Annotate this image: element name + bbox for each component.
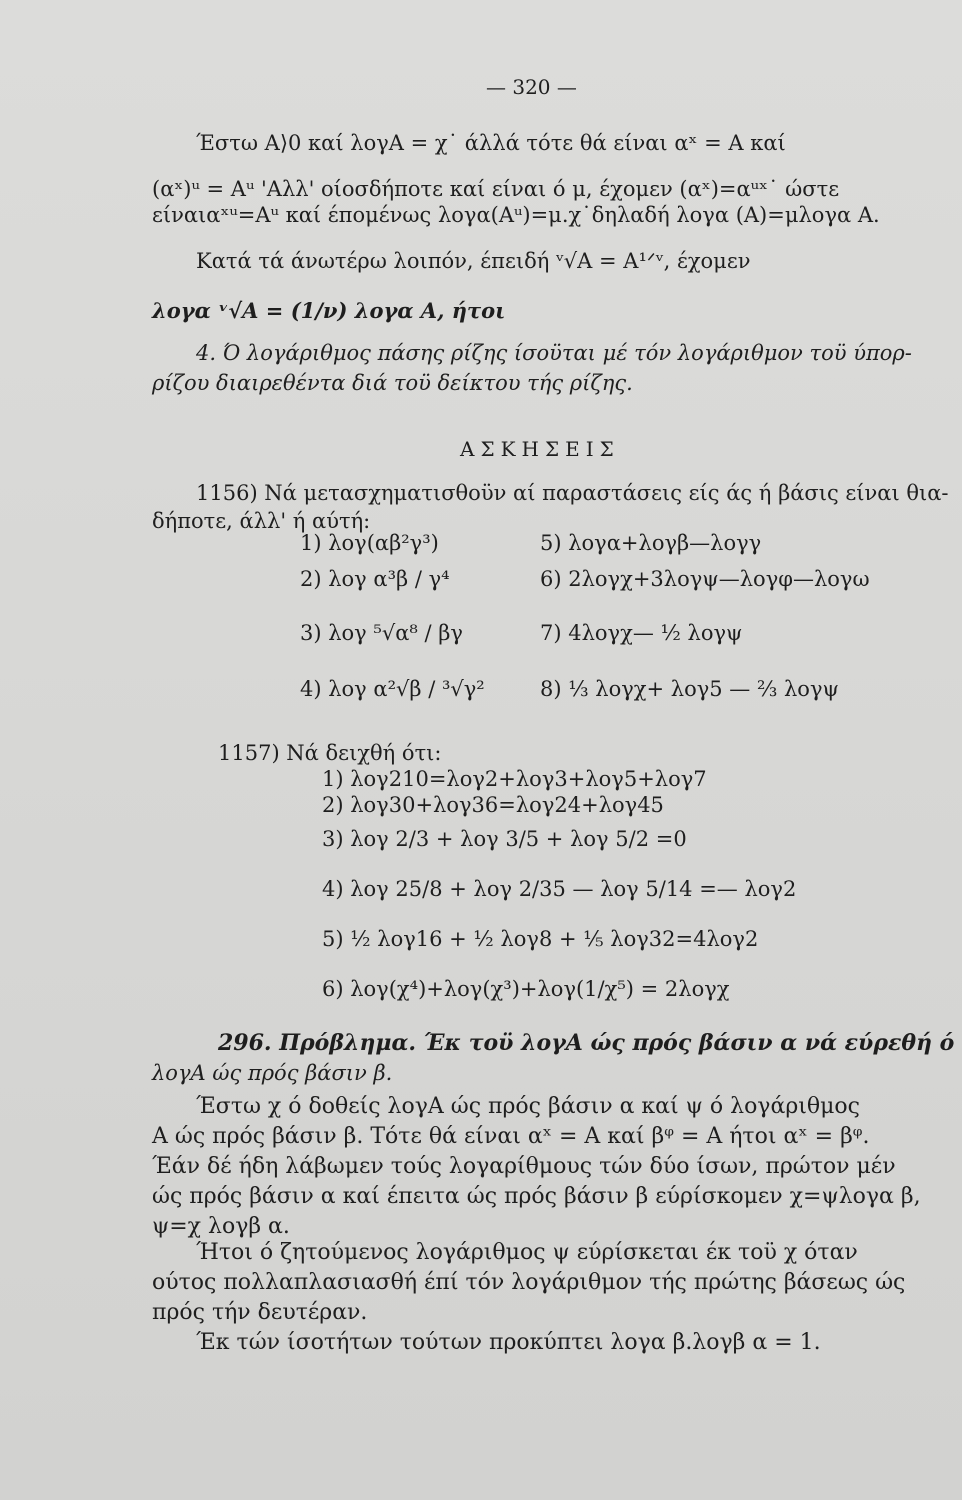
problem-p5: ψ=χ λογβ α. (152, 1214, 290, 1239)
ex1156-line-2: δήποτε, άλλ' ή αύτή: (152, 509, 371, 533)
intro-line-2: (αˣ)ᵘ = Aᵘ 'Αλλ' οίοσδήποτε καί είναι ό μ, έχομεν (αˣ)=αᵘˣ˙ ώστε (152, 177, 840, 201)
problem-heading: 296. Πρόβλημα. Έκ τοϋ λογA ώς πρός βάσιν α νά εύρεθή ό (218, 1030, 955, 1056)
ex1156-item-7: 7) 4λογχ— ½ λογψ (540, 621, 743, 645)
ex1157-item-3: 3) λογ 2/3 + λογ 3/5 + λογ 5/2 =0 (322, 827, 687, 851)
intro-line-1: Έστω A⟩0 καί λογA = χ˙ άλλά τότε θά είναι αˣ = A καί (196, 131, 786, 155)
ex1157-item-5: 5) ½ λογ16 + ½ λογ8 + ⅕ λογ32=4λογ2 (322, 927, 759, 951)
ex1156-item-4: 4) λογ α²√β / ³√γ² (300, 677, 485, 701)
ex1156-item-6: 6) 2λογχ+3λογψ—λογφ—λογω (540, 567, 870, 591)
ex1157-item-2: 2) λογ30+λογ36=λογ24+λογ45 (322, 793, 664, 817)
problem-p8: πρός τήν δευτέραν. (152, 1300, 368, 1325)
intro-line-3: είναιαˣᵘ=Aᵘ καί έπομένως λογα(Aᵘ)=μ.χ˙δηλαδή λογα (A)=μλογα A. (152, 203, 880, 227)
ex1156-item-8: 8) ⅓ λογχ+ λογ5 — ⅔ λογψ (540, 677, 839, 701)
ex1156-item-2: 2) λογ α³β / γ⁴ (300, 567, 450, 591)
problem-p7: ούτος πολλαπλασιασθή έπί τόν λογάριθμον τής πρώτης βάσεως ώς (152, 1270, 906, 1295)
ex1157-item-6: 6) λογ(χ⁴)+λογ(χ³)+λογ(1/χ⁵) = 2λογχ (322, 977, 730, 1001)
problem-p3: Έάν δέ ήδη λάβωμεν τούς λογαρίθμους τών δύο ίσων, πρώτον μέν (152, 1154, 896, 1179)
problem-p6: Ήτοι ό ζητούμενος λογάριθμος ψ εύρίσκεται έκ τοϋ χ όταν (196, 1240, 858, 1265)
ex1156-item-1: 1) λογ(αβ²γ³) (300, 531, 439, 555)
ex1156-item-5: 5) λογα+λογβ—λογγ (540, 531, 762, 555)
ex1157-item-1: 1) λογ210=λογ2+λογ3+λογ5+λογ7 (322, 767, 707, 791)
ex1157-line-1: 1157) Νά δειχθή ότι: (218, 741, 442, 765)
intro-line-5: λογα ᵛ√A = (1/ν) λογα A, ήτοι (152, 298, 506, 323)
problem-heading-2: λογA ώς πρός βάσιν β. (152, 1061, 393, 1085)
ex1157-item-4: 4) λογ 25/8 + λογ 2/35 — λογ 5/14 =— λογ2 (322, 877, 797, 901)
rule-line-1: 4. Ό λογάριθμος πάσης ρίζης ίσοϋται μέ τόν λογάριθμον τοϋ ύπορ- (196, 341, 912, 365)
problem-p1: Έστω χ ό δοθείς λογA ώς πρός βάσιν α καί ψ ό λογάριθμος (196, 1094, 860, 1119)
problem-p2: A ώς πρός βάσιν β. Τότε θά είναι αˣ = A καί βᵠ = A ήτοι αˣ = βᵠ. (152, 1124, 870, 1149)
problem-p9: Έκ τών ίσοτήτων τούτων προκύπτει λογα β.λογβ α = 1. (196, 1330, 821, 1355)
intro-line-4: Κατά τά άνωτέρω λοιπόν, έπειδή ᵛ√A = A¹ᐟᵛ, έχομεν (196, 249, 751, 273)
ex1156-line-1: 1156) Νά μετασχηματισθοϋν αί παραστάσεις είς άς ή βάσις είναι θια- (196, 481, 949, 505)
exercises-title: ΑΣΚΗΣΕΙΣ (460, 437, 620, 461)
rule-line-2: ρίζου διαιρεθέντα διά τοϋ δείκτου τής ρίζης. (152, 371, 633, 395)
problem-p4: ώς πρός βάσιν α καί έπειτα ώς πρός βάσιν β εύρίσκομεν χ=ψλογα β, (152, 1184, 921, 1209)
page-number: — 320 — (486, 75, 577, 99)
ex1156-item-3: 3) λογ ⁵√α⁸ / βγ (300, 621, 463, 645)
